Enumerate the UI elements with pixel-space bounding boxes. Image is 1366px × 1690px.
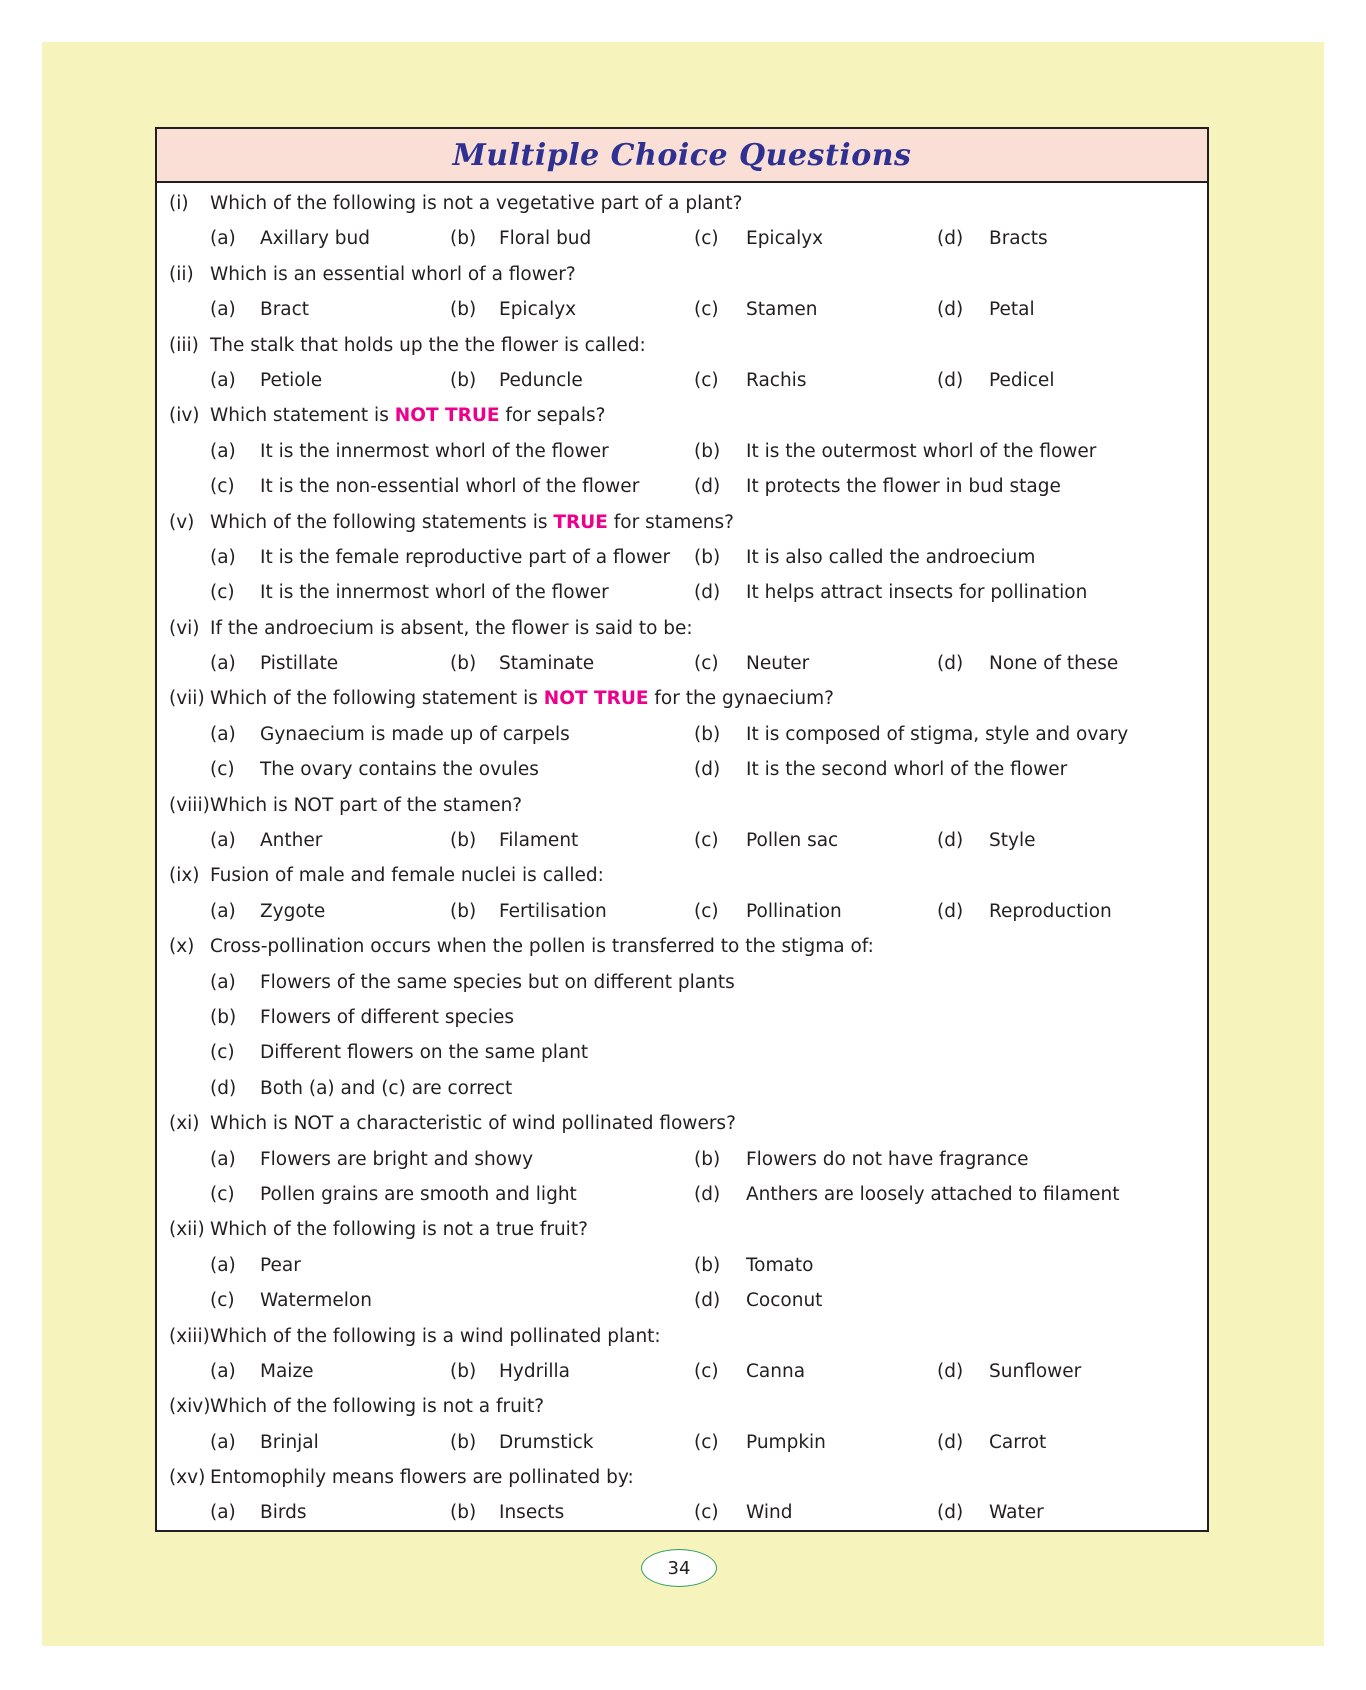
option-label: (b) bbox=[450, 1431, 477, 1453]
option-text: Insects bbox=[499, 1502, 565, 1524]
question-number: (v) bbox=[169, 511, 195, 533]
option-text: Carrot bbox=[989, 1431, 1047, 1453]
option-label: (d) bbox=[694, 582, 721, 604]
question-row bbox=[157, 788, 1207, 823]
question-row bbox=[157, 858, 1207, 893]
option-label: (a) bbox=[210, 971, 236, 993]
option-text: Pollen grains are smooth and light bbox=[260, 1183, 577, 1205]
question-number: (xii) bbox=[169, 1219, 205, 1241]
option-text: Stamen bbox=[746, 299, 818, 321]
option-row bbox=[157, 894, 1207, 929]
option-text: It is the second whorl of the flower bbox=[746, 759, 1068, 781]
option-label: (a) bbox=[210, 653, 236, 675]
option-row bbox=[157, 1035, 1207, 1070]
option-label: (d) bbox=[937, 1360, 964, 1382]
option-row bbox=[157, 752, 1207, 787]
option-text: Rachis bbox=[746, 369, 807, 391]
option-label: (c) bbox=[694, 1502, 719, 1524]
option-label: (d) bbox=[937, 369, 964, 391]
question-row bbox=[157, 681, 1207, 716]
question-row bbox=[157, 328, 1207, 363]
option-text: Floral bud bbox=[499, 228, 592, 250]
option-text: Style bbox=[989, 830, 1036, 852]
option-text: Pedicel bbox=[989, 369, 1055, 391]
option-label: (c) bbox=[210, 1042, 235, 1064]
option-label: (a) bbox=[210, 830, 236, 852]
option-label: (c) bbox=[694, 228, 719, 250]
option-text: Wind bbox=[746, 1502, 793, 1524]
question-number: (ii) bbox=[169, 263, 194, 285]
highlighted-text: NOT TRUE bbox=[543, 688, 649, 710]
option-label: (a) bbox=[210, 1502, 236, 1524]
question-number: (i) bbox=[169, 193, 189, 214]
question-number: (xiii) bbox=[169, 1325, 210, 1347]
option-text: None of these bbox=[989, 653, 1119, 675]
option-label: (c) bbox=[210, 582, 235, 604]
option-label: (b) bbox=[210, 1006, 237, 1028]
option-text: Both (a) and (c) are correct bbox=[260, 1077, 513, 1099]
question-text: Which is NOT part of the stamen? bbox=[210, 794, 523, 816]
option-text: Pollen sac bbox=[746, 830, 839, 852]
option-label: (b) bbox=[450, 1502, 477, 1524]
option-text: It protects the flower in bud stage bbox=[746, 476, 1061, 498]
page-number: 34 bbox=[641, 1549, 717, 1587]
option-text: Zygote bbox=[260, 900, 326, 922]
question-number: (ix) bbox=[169, 865, 200, 887]
option-label: (c) bbox=[694, 1431, 719, 1453]
option-text: Hydrilla bbox=[499, 1360, 570, 1382]
option-row bbox=[157, 1283, 1207, 1318]
option-text: Neuter bbox=[746, 653, 810, 675]
option-row bbox=[157, 1425, 1207, 1460]
option-text: Gynaecium is made up of carpels bbox=[260, 723, 570, 745]
option-label: (b) bbox=[694, 440, 721, 462]
question-row bbox=[157, 1389, 1207, 1424]
question-number: (iii) bbox=[169, 334, 199, 356]
option-label: (b) bbox=[450, 900, 477, 922]
option-text: It is also called the androecium bbox=[746, 546, 1036, 568]
option-text: Flowers of the same species but on different plants bbox=[260, 971, 735, 993]
option-label: (d) bbox=[694, 759, 721, 781]
option-text: Canna bbox=[746, 1360, 806, 1382]
option-text: Drumstick bbox=[499, 1431, 594, 1453]
option-text: It is composed of stigma, style and ovary bbox=[746, 723, 1129, 745]
mcq-box bbox=[155, 127, 1209, 1532]
question-text: Which of the following statement is NOT TRUE for the gynaecium? bbox=[210, 688, 834, 710]
question-text: Which is NOT a characteristic of wind pollinated flowers? bbox=[210, 1113, 736, 1135]
option-label: (b) bbox=[450, 653, 477, 675]
option-row bbox=[157, 540, 1207, 575]
option-text: Fertilisation bbox=[499, 900, 607, 922]
option-label: (b) bbox=[694, 546, 721, 568]
option-text: Bracts bbox=[989, 228, 1048, 250]
option-row bbox=[157, 469, 1207, 504]
question-number: (xi) bbox=[169, 1113, 200, 1135]
option-label: (a) bbox=[210, 369, 236, 391]
option-text: Coconut bbox=[746, 1290, 823, 1312]
option-row bbox=[157, 646, 1207, 681]
option-text: It helps attract insects for pollination bbox=[746, 582, 1088, 604]
option-label: (a) bbox=[210, 900, 236, 922]
question-row bbox=[157, 186, 1207, 221]
option-text: Pumpkin bbox=[746, 1431, 826, 1453]
option-row bbox=[157, 1248, 1207, 1283]
option-label: (a) bbox=[210, 228, 236, 250]
option-label: (c) bbox=[210, 1290, 235, 1312]
option-label: (a) bbox=[210, 1360, 236, 1382]
question-row bbox=[157, 505, 1207, 540]
question-text: Which of the following is not a fruit? bbox=[210, 1396, 545, 1418]
question-row bbox=[157, 611, 1207, 646]
question-text: Cross-pollination occurs when the pollen is transferred to the stigma of: bbox=[210, 936, 874, 958]
option-row bbox=[157, 575, 1207, 610]
option-row bbox=[157, 292, 1207, 327]
question-text: The stalk that holds up the the flower is called: bbox=[210, 334, 646, 356]
option-text: It is the outermost whorl of the flower bbox=[746, 440, 1097, 462]
option-text: Epicalyx bbox=[746, 228, 824, 250]
question-text: Which of the following is not a vegetative part of a plant? bbox=[210, 193, 743, 214]
question-number: (xiv) bbox=[169, 1396, 211, 1418]
option-label: (b) bbox=[450, 228, 477, 250]
option-label: (c) bbox=[694, 900, 719, 922]
option-text: Sunflower bbox=[989, 1360, 1082, 1382]
option-label: (b) bbox=[450, 299, 477, 321]
option-text: Epicalyx bbox=[499, 299, 577, 321]
question-row bbox=[157, 929, 1207, 964]
question-text: Which is an essential whorl of a flower? bbox=[210, 263, 576, 285]
option-label: (b) bbox=[450, 830, 477, 852]
option-row bbox=[157, 1354, 1207, 1389]
option-label: (a) bbox=[210, 299, 236, 321]
option-row bbox=[157, 1142, 1207, 1177]
option-text: Different flowers on the same plant bbox=[260, 1042, 589, 1064]
option-label: (c) bbox=[694, 369, 719, 391]
option-text: Reproduction bbox=[989, 900, 1112, 922]
question-text: Which statement is NOT TRUE for sepals? bbox=[210, 405, 606, 427]
option-label: (d) bbox=[937, 900, 964, 922]
option-label: (d) bbox=[210, 1077, 237, 1099]
option-label: (d) bbox=[937, 299, 964, 321]
option-row bbox=[157, 363, 1207, 398]
option-label: (d) bbox=[937, 1502, 964, 1524]
option-text: Pistillate bbox=[260, 653, 339, 675]
page-title: Multiple Choice Questions bbox=[452, 137, 912, 173]
option-label: (a) bbox=[210, 1431, 236, 1453]
question-row bbox=[157, 1319, 1207, 1354]
option-text: Anther bbox=[260, 830, 323, 852]
question-text: Which of the following is not a true fruit? bbox=[210, 1219, 588, 1241]
option-text: Brinjal bbox=[260, 1431, 319, 1453]
option-label: (c) bbox=[694, 653, 719, 675]
option-text: It is the female reproductive part of a flower bbox=[260, 546, 671, 568]
option-label: (b) bbox=[450, 369, 477, 391]
option-row bbox=[157, 965, 1207, 1000]
option-text: Tomato bbox=[746, 1254, 814, 1276]
option-row bbox=[157, 1000, 1207, 1035]
question-number: (x) bbox=[169, 936, 195, 958]
option-row bbox=[157, 823, 1207, 858]
question-row bbox=[157, 1106, 1207, 1141]
option-text: Watermelon bbox=[260, 1290, 372, 1312]
question-text: Fusion of male and female nuclei is called: bbox=[210, 865, 604, 887]
question-text: Which of the following statements is TRUE for stamens? bbox=[210, 511, 734, 533]
option-label: (d) bbox=[937, 228, 964, 250]
option-text: Axillary bud bbox=[260, 228, 371, 250]
option-text: Flowers of different species bbox=[260, 1006, 514, 1028]
option-label: (c) bbox=[210, 759, 235, 781]
title-bar bbox=[157, 129, 1207, 183]
option-text: Petal bbox=[989, 299, 1035, 321]
question-list bbox=[157, 183, 1207, 1531]
option-row bbox=[157, 221, 1207, 256]
option-label: (a) bbox=[210, 440, 236, 462]
option-text: Staminate bbox=[499, 653, 595, 675]
option-text: Anthers are loosely attached to filament bbox=[746, 1183, 1120, 1205]
option-text: It is the innermost whorl of the flower bbox=[260, 440, 609, 462]
option-label: (c) bbox=[210, 1183, 235, 1205]
option-label: (a) bbox=[210, 1148, 236, 1170]
question-row bbox=[157, 398, 1207, 433]
question-number: (iv) bbox=[169, 405, 200, 427]
option-text: Pollination bbox=[746, 900, 842, 922]
option-text: Filament bbox=[499, 830, 579, 852]
question-text: Entomophily means flowers are pollinated by: bbox=[210, 1467, 634, 1489]
option-row bbox=[157, 1177, 1207, 1212]
option-label: (c) bbox=[210, 476, 235, 498]
option-label: (b) bbox=[694, 723, 721, 745]
highlighted-text: NOT TRUE bbox=[394, 405, 500, 427]
question-text: Which of the following is a wind pollinated plant: bbox=[210, 1325, 661, 1347]
question-text: If the androecium is absent, the flower is said to be: bbox=[210, 617, 693, 639]
question-number: (viii) bbox=[169, 794, 210, 816]
option-label: (c) bbox=[694, 830, 719, 852]
option-label: (a) bbox=[210, 723, 236, 745]
option-text: Maize bbox=[260, 1360, 314, 1382]
option-label: (a) bbox=[210, 546, 236, 568]
option-label: (a) bbox=[210, 1254, 236, 1276]
option-label: (d) bbox=[694, 1183, 721, 1205]
option-row bbox=[157, 434, 1207, 469]
option-text: Peduncle bbox=[499, 369, 583, 391]
question-row bbox=[157, 257, 1207, 292]
question-number: (xv) bbox=[169, 1467, 206, 1489]
question-row bbox=[157, 1212, 1207, 1247]
option-text: Birds bbox=[260, 1502, 307, 1524]
option-label: (b) bbox=[450, 1360, 477, 1382]
option-text: Flowers do not have fragrance bbox=[746, 1148, 1029, 1170]
option-text: Petiole bbox=[260, 369, 323, 391]
option-text: Pear bbox=[260, 1254, 301, 1276]
option-row bbox=[157, 1495, 1207, 1530]
option-label: (d) bbox=[937, 1431, 964, 1453]
question-number: (vi) bbox=[169, 617, 200, 639]
option-text: Water bbox=[989, 1502, 1044, 1524]
option-label: (d) bbox=[694, 476, 721, 498]
option-row bbox=[157, 717, 1207, 752]
option-label: (c) bbox=[694, 299, 719, 321]
option-label: (d) bbox=[937, 653, 964, 675]
highlighted-text: TRUE bbox=[553, 511, 608, 533]
option-label: (d) bbox=[694, 1290, 721, 1312]
option-label: (b) bbox=[694, 1148, 721, 1170]
option-text: It is the non-essential whorl of the flower bbox=[260, 476, 640, 498]
question-row bbox=[157, 1460, 1207, 1495]
option-text: It is the innermost whorl of the flower bbox=[260, 582, 609, 604]
option-label: (d) bbox=[937, 830, 964, 852]
option-text: The ovary contains the ovules bbox=[260, 759, 539, 781]
option-text: Bract bbox=[260, 299, 310, 321]
question-number: (vii) bbox=[169, 688, 205, 710]
option-label: (c) bbox=[694, 1360, 719, 1382]
option-row bbox=[157, 1071, 1207, 1106]
option-text: Flowers are bright and showy bbox=[260, 1148, 534, 1170]
option-label: (b) bbox=[694, 1254, 721, 1276]
